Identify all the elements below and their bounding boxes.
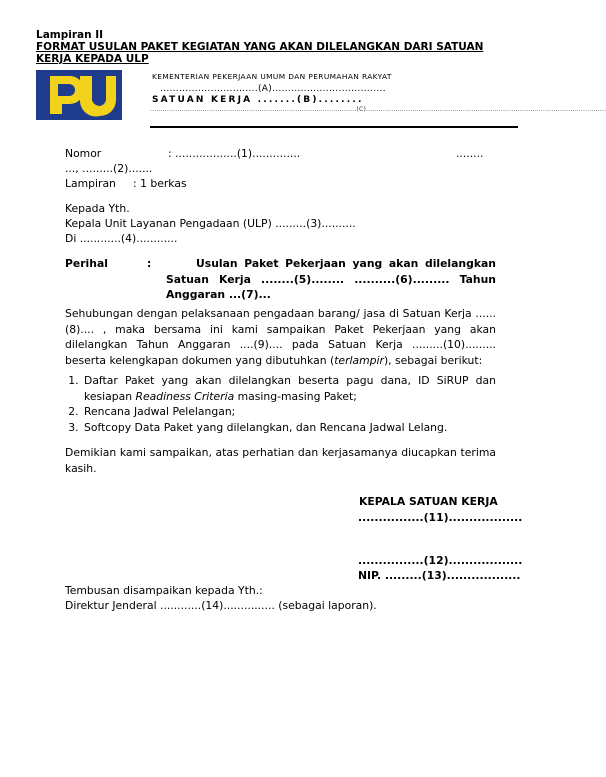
list-item: 1. Daftar Paket yang akan dilelangkan beserta pagu dana, ID SiRUP dan kesiapan Readiness Criteria masing-masing Paket; (82, 373, 496, 404)
list-item: 2. Rencana Jadwal Pelelangan; (82, 404, 496, 420)
signature-title: KEPALA SATUAN KERJA (359, 495, 498, 508)
date-line: ..., .........(2)....... (65, 162, 153, 175)
date-tail: ........ (456, 147, 484, 160)
perihal-label: Perihal (65, 257, 108, 270)
paragraph-intro (65, 306, 496, 368)
tembusan-label: Tembusan disampaikan kepada Yth.: (65, 584, 263, 597)
ministry-name: KEMENTERIAN PEKERJAAN UMUM DAN PERUMAHAN RAKYAT (152, 72, 392, 81)
recipient-location: Di ............(4)............ (65, 232, 178, 245)
letterhead-rule (150, 126, 518, 128)
signature-name-12: ................(12).................. (358, 554, 523, 567)
perihal-value: Usulan Paket Pekerjaan yang akan dilelangkan Satuan Kerja ........(5)........ ..........(6)......... Tahun Anggaran ...(7)... (166, 257, 496, 301)
pu-logo-icon (36, 70, 122, 120)
kepada-label: Kepada Yth. (65, 202, 130, 215)
document-title: FORMAT USULAN PAKET KEGIATAN YANG AKAN DILELANGKAN DARI SATUAN KERJA KEPADA ULP (36, 41, 484, 65)
satker-name: SATUAN KERJA .......(B)........ (152, 95, 364, 105)
signature-line-11: ................(11).................. (358, 511, 523, 524)
attachment-list (65, 373, 496, 435)
closing-paragraph: Demikian kami sampaikan, atas perhatian dan kerjasamanya diucapkan terima kasih. (65, 446, 496, 475)
list-item: 3. Softcopy Data Paket yang dilelangkan, dan Rencana Jadwal Lelang. (82, 420, 496, 436)
lampiran-label: Lampiran II (36, 29, 104, 41)
perihal-colon: : (147, 257, 152, 270)
recipient: Kepala Unit Layanan Pengadaan (ULP) .........(3).......... (65, 217, 356, 230)
kop-line-a: ...............................(A).................................... (160, 84, 386, 94)
paragraph-intro-italic: terlampir (334, 353, 384, 367)
nomor-value: : ..................(1).............. (168, 147, 301, 160)
lampiran-row-value: : 1 berkas (133, 177, 187, 190)
signature-nip: NIP. .........(13).................. (358, 569, 521, 582)
lampiran-row-label: Lampiran (65, 177, 116, 190)
paragraph-intro-b: ), sebagai berikut: (383, 353, 483, 367)
paragraph-intro-a: Sehubungan dengan pelaksanaan pengadaan barang/ jasa di Satuan Kerja ......(8).... , maka bersama ini kami sampaikan Paket Pekerjaan yang akan dilelangkan Tahun Anggaran ....(9).... pada Satuan Kerja .........(10)......... beserta kelengkapan dokumen yang dibutuhkan ( (65, 307, 496, 367)
nomor-label: Nomor (65, 147, 102, 160)
tembusan-recipient: Direktur Jenderal ............(14)............... (sebagai laporan). (65, 599, 377, 612)
kop-line-c: ..................................................................................................(C).................................................................................................................. (150, 106, 606, 113)
